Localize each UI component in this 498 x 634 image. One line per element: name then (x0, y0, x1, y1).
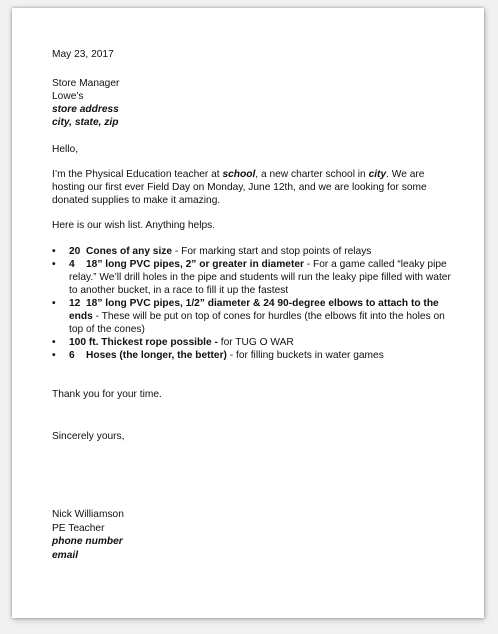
wishlist-item (52, 245, 452, 258)
email-placeholder: email (52, 549, 79, 561)
recipient-company: Lowe’s (52, 91, 84, 102)
store-address-placeholder: store address (52, 104, 119, 115)
signer-name: Nick Williamson (52, 509, 124, 520)
wishlist-item-name: 18” long PVC pipes, 1/2” diameter & 24 90-degree elbows to attach to the ends (69, 298, 439, 322)
wishlist-item-desc: - For marking start and stop points of relays (172, 246, 372, 257)
bullet-icon: • (52, 350, 56, 361)
recipient-address-block (52, 77, 452, 129)
wishlist-item (52, 258, 452, 297)
wishlist-item-qty: 20 (69, 246, 81, 257)
document-page (12, 8, 484, 618)
greeting: Hello, (52, 144, 79, 155)
wishlist-item-desc: - for filling buckets in water games (226, 350, 384, 361)
city-placeholder: city (368, 169, 387, 180)
wishlist-item-qty: 4 (69, 259, 75, 270)
wishlist-item-qty: 12 (69, 298, 81, 309)
wishlist-item-name: 18” long PVC pipes, 2” or greater in diameter (86, 259, 304, 270)
wishlist-item-desc: for TUG O WAR (217, 337, 294, 348)
closing-line: Sincerely yours, (52, 431, 125, 442)
recipient-title: Store Manager (52, 78, 120, 89)
phone-number-placeholder: phone number (52, 536, 123, 547)
wishlist (52, 245, 452, 362)
letter-body (52, 48, 452, 562)
intro-text-1: I’m the Physical Education teacher at (52, 169, 223, 180)
wishlist-item (52, 297, 452, 336)
school-placeholder: school (222, 169, 256, 180)
bullet-icon: • (52, 298, 56, 309)
bullet-icon: • (52, 337, 56, 348)
signature-block (52, 508, 452, 562)
letter-date: May 23, 2017 (52, 49, 114, 60)
wishlist-item-desc: - These will be put on top of cones for hurdles (the elbows fit into the holes on top of the cones) (69, 311, 445, 335)
city-state-zip-placeholder: city, state, zip (52, 117, 119, 128)
wishlist-intro: Here is our wish list. Anything helps. (52, 220, 216, 231)
wishlist-item (52, 349, 452, 362)
thank-you-line: Thank you for your time. (52, 389, 162, 400)
intro-paragraph (52, 168, 452, 207)
intro-text-2: , a new charter school in (255, 169, 369, 180)
bullet-icon: • (52, 259, 56, 270)
intro-text-3: . We are hosting our first ever Field Day on Monday, June 12th, and we are looking for some donated supplies to make it amazing. (52, 169, 427, 206)
wishlist-item-desc: - For a game called “leaky pipe relay.” We’ll drill holes in the pipe and students will run the leaky pipe filled with water to another bucket, in a race to fill it up the fastest (69, 259, 451, 296)
wishlist-item (52, 336, 452, 349)
wishlist-item-name: 100 ft. Thickest rope possible - (69, 337, 218, 348)
wishlist-item-qty: 6 (69, 350, 75, 361)
signer-role: PE Teacher (52, 522, 105, 534)
wishlist-item-name: Cones of any size (86, 246, 173, 257)
wishlist-item-name: Hoses (the longer, the better) (86, 350, 227, 361)
bullet-icon: • (52, 246, 56, 257)
